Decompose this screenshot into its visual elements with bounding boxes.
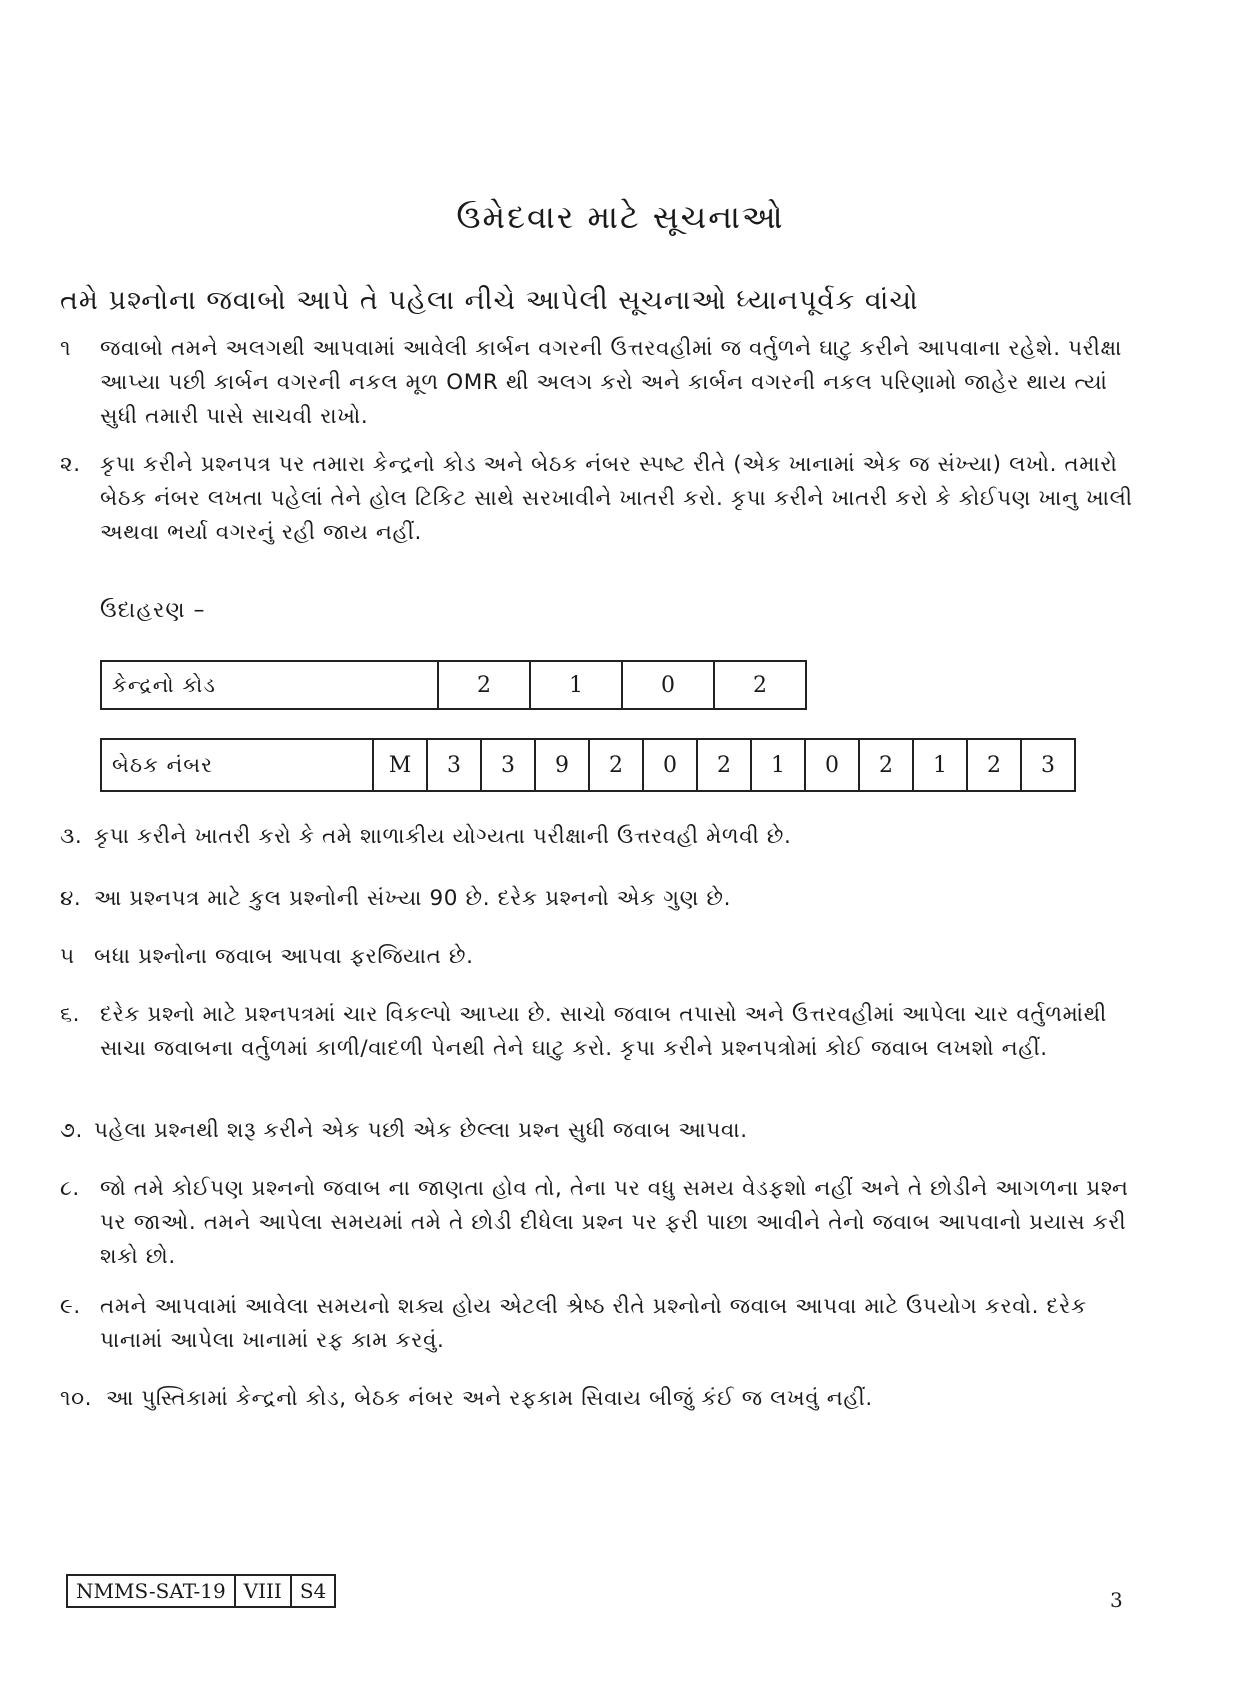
centre-code-digit: 2 [714, 661, 806, 709]
seat-number-digit: 2 [589, 739, 643, 791]
instruction-text: જો તમે કોઈપણ પ્રશ્નનો જવાબ ના જાણતા હોવ તો, તેના પર વધુ સમય વેડફશો નહીં અને તે છોડીને આગળના પ્રશ્ન પર જાઓ. તમને આપેલા સમયમાં તમે તે છોડી દીધેલા પ્રશ્ન પર ફરી પાછા આવીને તેનો જવાબ આપવાનો પ્રયાસ કરી શકો છો. [100, 1176, 1129, 1269]
instruction-text: જવાબો તમને અલગથી આપવામાં આવેલી કાર્બન વગરની ઉત્તરવહીમાં જ વર્તુળને ઘાટુ કરીને આપવાના રહેશે. પરીક્ષા આપ્યા પછી કાર્બન વગરની નકલ મૂળ OMR થી અલગ કરો અને કાર્બન વગરની નકલ પરિણામો જાહેર થાય ત્યાં સુધી તમારી પાસે સાચવી રાખો. [100, 336, 1122, 429]
instruction-2 [60, 448, 1150, 550]
instruction-10 [60, 1382, 1150, 1416]
seat-number-table [100, 738, 1076, 792]
centre-code-digit: 0 [622, 661, 714, 709]
instruction-8 [60, 1172, 1150, 1274]
instruction-9 [60, 1290, 1150, 1358]
page-number: 3 [1110, 1588, 1123, 1612]
example-label: ઉદાહરણ – [100, 598, 206, 623]
instruction-number: ૭. [60, 1118, 83, 1143]
instruction-text: આ પુસ્તિકામાં કેન્દ્રનો કોડ, બેઠક નંબર અને રફકામ સિવાય બીજું કંઈ જ લખવું નહીં. [106, 1386, 873, 1411]
instruction-text: પહેલા પ્રશ્નથી શરૂ કરીને એક પછી એક છેલ્લા પ્રશ્ન સુધી જવાબ આપવા. [94, 1118, 748, 1143]
instruction-number: ૮. [60, 1176, 80, 1201]
instruction-5 [60, 940, 1150, 974]
instruction-text: કૃપા કરીને પ્રશ્નપત્ર પર તમારા કેન્દ્રનો કોડ અને બેઠક નંબર સ્પષ્ટ રીતે (એક ખાનામાં એક જ સંખ્યા) લખો. તમારો બેઠક નંબર લખતા પહેલાં તેને હોલ ટિકિટ સાથે સરખાવીને ખાતરી કરો. કૃપા કરીને ખાતરી કરો કે કોઈપણ ખાનુ ખાલી અથવા ભર્યા વગરનું રહી જાય નહીં. [100, 452, 1133, 545]
instruction-number: ૨. [60, 452, 81, 477]
instruction-number: ૧૦. [60, 1386, 93, 1411]
centre-code-table [100, 660, 807, 710]
seat-number-digit: 2 [967, 739, 1021, 791]
instruction-number: ૯. [60, 1294, 81, 1319]
instruction-text: દરેક પ્રશ્નો માટે પ્રશ્નપત્રમાં ચાર વિકલ્પો આપ્યા છે. સાચો જવાબ તપાસો અને ઉત્તરવહીમાં આપેલા ચાર વર્તુળમાંથી સાચા જવાબના વર્તુળમાં કાળી/વાદળી પેનથી તેને ઘાટુ કરો. કૃપા કરીને પ્રશ્નપત્રોમાં કોઈ જવાબ લખશો નહીં. [100, 1002, 1107, 1061]
instruction-text: તમને આપવામાં આવેલા સમયનો શક્ય હોય એટલી શ્રેષ્ઠ રીતે પ્રશ્નોનો જવાબ આપવા માટે ઉપયોગ કરવો. દરેક પાનામાં આપેલા ખાનામાં રફ કામ કરવું. [100, 1294, 1087, 1353]
footer-code-box [66, 1574, 336, 1608]
seat-number-digit: 2 [697, 739, 751, 791]
footer-exam-code: NMMS-SAT-19 [67, 1575, 235, 1607]
footer-set-code: S4 [291, 1575, 335, 1607]
instruction-number: ૩. [60, 824, 83, 849]
seat-number-label: બેઠક નંબર [101, 739, 373, 791]
instruction-text: બધા પ્રશ્નોના જવાબ આપવા ફરજિયાત છે. [94, 944, 474, 969]
centre-code-digit: 1 [530, 661, 622, 709]
instruction-3 [60, 820, 1150, 854]
seat-number-digit: 1 [751, 739, 805, 791]
instruction-number: ૫ [60, 944, 75, 969]
instruction-4 [60, 882, 1150, 916]
seat-number-digit: 9 [535, 739, 589, 791]
instruction-text: આ પ્રશ્નપત્ર માટે કુલ પ્રશ્નોની સંખ્યા 90 છે. દરેક પ્રશ્નનો એક ગુણ છે. [94, 886, 732, 911]
seat-number-digit: 1 [913, 739, 967, 791]
seat-number-digit: 0 [805, 739, 859, 791]
instruction-7 [60, 1114, 1150, 1148]
seat-number-digit: 3 [1021, 739, 1075, 791]
seat-number-digit: 0 [643, 739, 697, 791]
centre-code-label: કેન્દ્રનો કોડ [101, 661, 438, 709]
instruction-number: ૬. [60, 1002, 81, 1027]
seat-number-digit: 3 [481, 739, 535, 791]
page-subtitle: તમે પ્રશ્નોના જવાબો આપે તે પહેલા નીચે આપેલી સૂચનાઓ ધ્યાનપૂર્વક વાંચો [60, 285, 919, 316]
seat-number-digit: M [373, 739, 427, 791]
instruction-text: કૃપા કરીને ખાતરી કરો કે તમે શાળાકીય યોગ્યતા પરીક્ષાની ઉત્તરવહી મેળવી છે. [94, 824, 792, 849]
seat-number-digit: 2 [859, 739, 913, 791]
page-title: ઉમેદવાર માટે સૂચનાઓ [456, 198, 785, 236]
instruction-number: ૧ [60, 336, 72, 361]
centre-code-digit: 2 [438, 661, 530, 709]
instruction-6 [60, 998, 1150, 1066]
instruction-1 [60, 332, 1150, 434]
instruction-number: ૪. [60, 886, 82, 911]
footer-class-code: VIII [235, 1575, 291, 1607]
seat-number-digit: 3 [427, 739, 481, 791]
